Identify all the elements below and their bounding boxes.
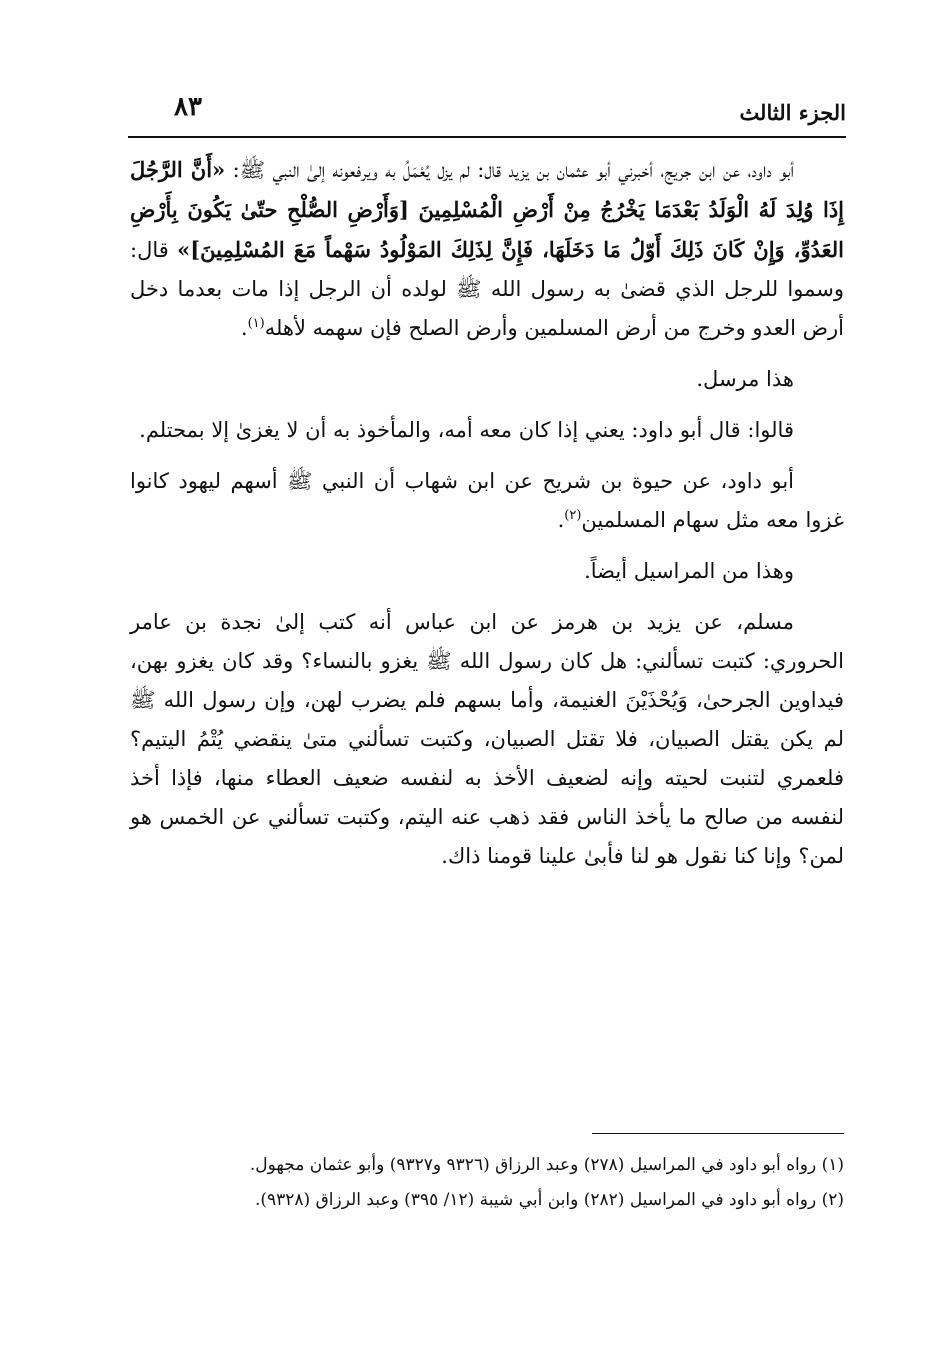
running-head: الجزء الثالث — [739, 100, 846, 125]
footnote-marker-1: (١) — [247, 316, 265, 331]
page-header — [128, 88, 846, 138]
footnote-1: (١) رواه أبو داود في المراسيل (٢٧٨) وعبد الرزاق (٩٣٢٦ و٩٣٢٧) وأبو عثمان مجهول. — [249, 1155, 844, 1175]
paragraph-end: . — [557, 508, 565, 532]
page-number: ٨٣ — [174, 92, 202, 122]
paragraph-abu-dawud-ibn-jurayj — [130, 150, 844, 348]
header-rule — [128, 136, 846, 138]
paragraph-text: أبو داود، عن حيوة بن شريح عن ابن شهاب أن النبي ﷺ أسهم ليهود كانوا غزوا معه مثل سهام المسلمين — [130, 469, 844, 532]
paragraph-mursal-note: هذا مرسل. — [696, 367, 794, 391]
hadith-quote: «أَنَّ الرَّجُلَ إِذَا وُلِدَ لَهُ الْوَلَدُ بَعْدَمَا يَخْرُجُ مِنْ أَرْضِ الْمُسْلِمِينَ [وَأَرْضِ الصُّلْحِ حتّىٰ يَكُونَ بِأَرْضِ العَدُوِّ، وَإِنْ كَانَ ذَلِكَ أَوّلُ مَا دَخَلَهَا، فَإِنَّ لِذَلِكَ المَوْلُودُ سَهْماً مَعَ المُسْلِمِينَ]» — [130, 157, 845, 262]
paragraph-text-continued: قال: وسموا للرجل الذي قضىٰ به رسول الله ﷺ لولده أن الرجل إذا مات بعدما دخل أرض العدو وخرج من أرض المسلمين وأرض الصلح فإن سهمه لأهله — [130, 238, 844, 340]
paragraph-abu-dawud-haywa — [130, 462, 844, 540]
paragraph-end: . — [240, 316, 248, 340]
footnote-2: (٢) رواه أبو داود في المراسيل (٢٨٢) وابن أبي شيبة (١٢/ ٣٩٥) وعبد الرزاق (٩٣٢٨). — [254, 1190, 844, 1210]
paragraph-qalu: قالوا: قال أبو داود: يعني إذا كان معه أمه، والمأخوذ به أن لا يغزىٰ إلا بمحتلم. — [139, 418, 794, 442]
paragraph-text: أبو داود، عن ابن جريج، أخبرني أبو عثمان بن يزيد قال: لم يزل يُعْمَلُ به ويرفعونه إلىٰ النبي ﷺ: — [225, 158, 794, 182]
footnotes — [130, 1150, 844, 1220]
main-text — [130, 150, 844, 888]
paragraph-muslim-yazid: مسلم، عن يزيد بن هرمز عن ابن عباس أنه كتب إلىٰ نجدة بن عامر الحروري: كتبت تسألني: هل كان رسول الله ﷺ يغزو بالنساء؟ وقد كان يغزو بهن، فيداوين الجرحىٰ، وَيُحْذَيْنَ الغنيمة، وأما بسهم فلم يضرب لهن، وإن رسول الله ﷺ لم يكن يقتل الصبيان، فلا تقتل الصبيان، وكتبت تسألني متىٰ ينقضي يُتْمُ اليتيم؟ فلعمري لتنبت لحيته وإنه لضعيف الأخذ به لنفسه ضعيف العطاء منها، فإذا أخذ لنفسه من صالح ما يأخذ الناس فقد ذهب عنه اليتم، وكتبت تسألني عن الخمس هو لمن؟ وإنا كنا نقول هو لنا فأبىٰ علينا قومنا ذاك. — [130, 610, 844, 868]
footnote-marker-2: (٢) — [564, 508, 582, 523]
footnote-separator — [592, 1133, 844, 1134]
paragraph-marasil-note: وهذا من المراسيل أيضاً. — [584, 559, 794, 583]
